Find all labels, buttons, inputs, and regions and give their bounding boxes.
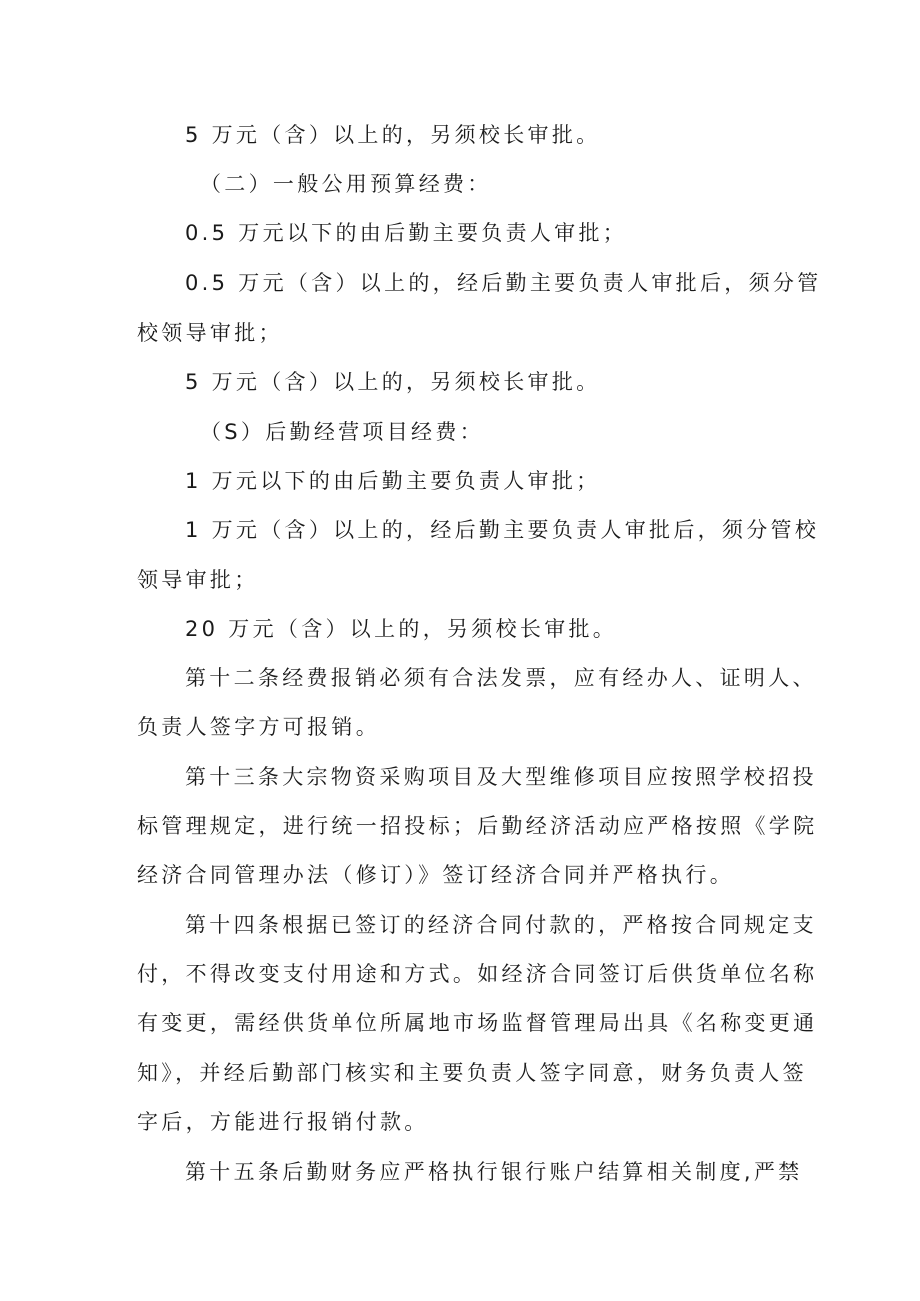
text-line: 有变更，需经供货单位所属地市场监督管理局出具《名称变更通	[137, 1011, 818, 1035]
text-line: 领导审批；	[137, 568, 259, 592]
text-line: 0.5 万元以下的由后勤主要负责人审批；	[185, 221, 628, 245]
text-line: 标管理规定，进行统一招投标；后勤经济活动应严格按照《学院	[137, 814, 818, 838]
text-line: 5 万元（含）以上的，另须校长审批。	[185, 370, 601, 394]
text-line: 付，不得改变支付用途和方式。如经济合同签订后供货单位名称	[137, 962, 818, 986]
text-line: 20 万元（含）以上的，另须校长审批。	[185, 617, 618, 641]
article-line: 第十四条根据已签订的经济合同付款的，严格按合同规定支	[185, 913, 817, 937]
text-line: 负责人签字方可报销。	[137, 715, 380, 739]
text-line: 1 万元（含）以上的，经后勤主要负责人审批后，须分管校	[185, 518, 820, 542]
article-line: 第十五条后勤财务应严格执行银行账户结算相关制度,严禁	[185, 1160, 803, 1184]
text-line: 0.5 万元（含）以上的，经后勤主要负责人审批后，须分管	[185, 271, 822, 295]
text-line: 1 万元以下的由后勤主要负责人审批；	[185, 469, 601, 493]
text-line: 知》，并经后勤部门核实和主要负责人签字同意，财务负责人签	[137, 1061, 807, 1085]
text-line: 校领导审批；	[137, 321, 283, 345]
text-line: 5 万元（含）以上的，另须校长审批。	[185, 123, 601, 147]
section-heading: （二）一般公用预算经费：	[200, 172, 492, 196]
text-line: 经济合同管理办法（修订）》签订经济合同并严格执行。	[137, 863, 734, 887]
section-heading: （S）后勤经营项目经费：	[200, 420, 484, 444]
text-line: 字后，方能进行报销付款。	[137, 1110, 429, 1134]
article-line: 第十三条大宗物资采购项目及大型维修项目应按照学校招投	[185, 765, 817, 789]
article-line: 第十二条经费报销必须有合法发票，应有经办人、证明人、	[185, 666, 817, 690]
